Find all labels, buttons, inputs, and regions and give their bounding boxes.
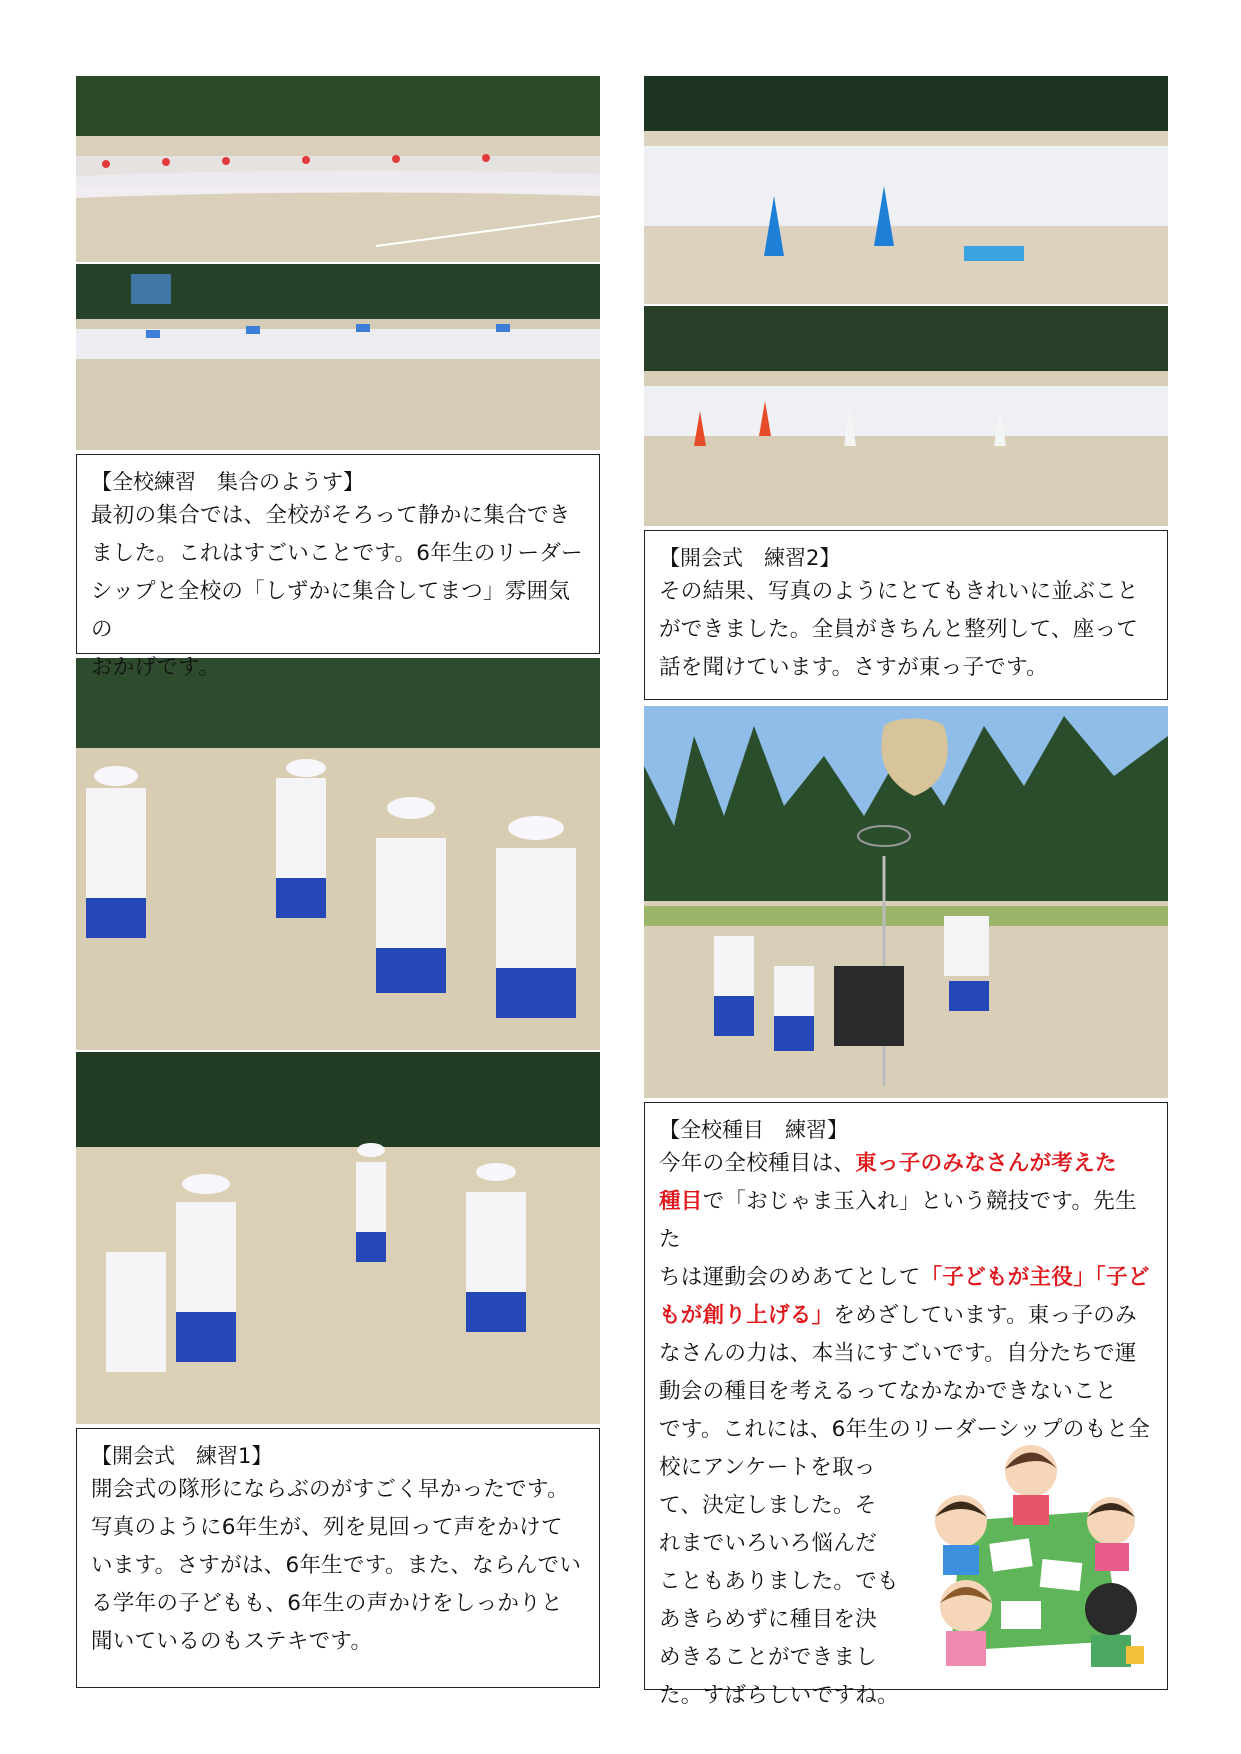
text-line: 聞いているのもステキです。 [91,1629,373,1654]
photo-ceremony-cones [644,76,1168,304]
text-line [659,1259,1157,1297]
text-line: シップと全校の「しずかに集合してまつ」雰囲気の [91,579,571,642]
photo-ceremony-lines [644,306,1168,526]
text-line: る学年の子どもも、6年生の声かけをしっかりと [91,1591,563,1616]
text-span: で「おじゃま玉入れ」という競技です。先生た [659,1189,1137,1252]
text-line: 校にアンケートを取っ [659,1455,876,1480]
highlight-text: もが創り上げる」 [659,1303,834,1328]
photo-assembly-wide [76,76,600,262]
text-span: 今年の全校種目は、 [659,1151,856,1176]
text-line: なさんの力は、本当にすごいです。自分たちで運 [659,1341,1137,1366]
photo-assembly-seated [76,264,600,450]
text-line: こともありました。でも [659,1569,899,1594]
text-line: 写真のように6年生が、列を見回って声をかけて [91,1515,563,1540]
caption-school-event [644,1102,1168,1708]
photo-ball-toss-game [644,706,1168,1098]
highlight-text: 「子どもが主役」「子ど [920,1265,1150,1290]
text-line: あきらめずに種目を決 [659,1607,878,1632]
text-line: その結果、写真のようにとてもきれいに並ぶこと [659,579,1139,604]
text-line: て、決定しました。そ [659,1493,877,1518]
text-line: おかげです。 [91,655,221,680]
text-span: ちは運動会のめあてとして [659,1265,921,1290]
text-line: 動会の種目を考えるってなかなかできないこと [659,1379,1117,1404]
highlight-text: 東っ子のみなさんが考えた [855,1151,1117,1176]
photo-students-lineup [76,1052,600,1424]
text-line: ました。これはすごいことです。6年生のリーダー [91,541,583,566]
highlight-text: 種目 [659,1189,703,1214]
text-line: います。さすがは、6年生です。また、ならんでい [91,1553,582,1578]
children-meeting-illustration [921,1431,1149,1671]
text-span: をめざしています。東っ子のみ [833,1303,1137,1328]
text-line: た。すばらしいですね。 [659,1683,899,1708]
caption-ceremony-2 [644,530,1168,700]
heading-school-event: 【全校種目 練習】 [659,1118,848,1142]
caption-ceremony-1 [76,1428,600,1688]
text-line [659,1183,1157,1259]
text-line: ができました。全員がきちんと整列して、座って [659,617,1139,642]
photo-students-queue [76,658,600,1050]
text-line: 最初の集合では、全校がそろって静かに集合でき [91,503,571,528]
text-line: めきることができまし [659,1645,878,1670]
text-line [659,1297,1157,1335]
heading-ceremony-2: 【開会式 練習2】 [659,546,841,570]
caption-assembly [76,454,600,680]
text-line: 話を聞けています。さすが東っ子です。 [659,655,1048,680]
text-line: れまでいろいろ悩んだ [659,1531,878,1556]
heading-assembly: 【全校練習 集合のようす】 [91,470,364,494]
heading-ceremony-1: 【開会式 練習1】 [91,1444,273,1468]
text-line [659,1145,1157,1183]
text-line: です。これには、6年生のリーダーシップのもと全 [659,1417,1151,1442]
text-line: 開会式の隊形にならぶのがすごく早かったです。 [91,1477,569,1502]
